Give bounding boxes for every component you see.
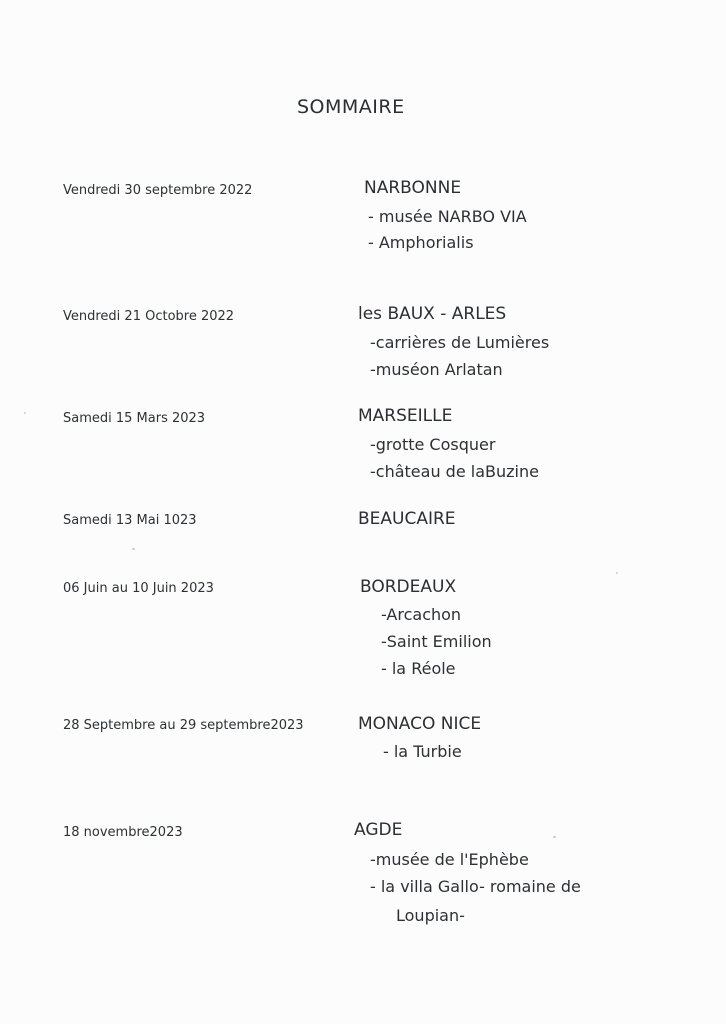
entry-place: MONACO NICE xyxy=(358,714,482,734)
scan-speck xyxy=(553,836,556,838)
entry-item: - la Turbie xyxy=(383,742,462,761)
entry-place: BORDEAUX xyxy=(360,577,457,597)
entry-item: -Arcachon xyxy=(381,605,462,624)
entry-item: -carrières de Lumières xyxy=(370,333,550,352)
entry-date: 18 novembre2023 xyxy=(63,825,183,840)
entry-item: - la Réole xyxy=(381,659,456,678)
entry-date: 28 Septembre au 29 septembre2023 xyxy=(63,718,304,733)
entry-item: -Saint Emilion xyxy=(381,632,492,651)
entry-item: - la villa Gallo- romaine de xyxy=(370,877,581,896)
entry-item: -grotte Cosquer xyxy=(370,435,496,454)
entry-place: AGDE xyxy=(354,820,403,840)
entry-item: -musée de l'Ephèbe xyxy=(370,850,529,869)
scan-speck xyxy=(132,548,135,550)
entry-item: -château de laBuzine xyxy=(370,462,539,481)
entry-date: Vendredi 21 Octobre 2022 xyxy=(63,309,235,324)
page-title: SOMMAIRE xyxy=(297,96,405,118)
entry-date: Samedi 13 Mai 1023 xyxy=(63,513,197,528)
entry-place: NARBONNE xyxy=(364,178,462,198)
scan-speck xyxy=(24,412,26,414)
entry-date: Vendredi 30 septembre 2022 xyxy=(63,183,253,198)
entry-place: MARSEILLE xyxy=(358,406,453,426)
scan-speck xyxy=(616,572,618,574)
entry-item: -muséon Arlatan xyxy=(370,360,503,379)
entry-date: Samedi 15 Mars 2023 xyxy=(63,411,206,426)
entry-date: 06 Juin au 10 Juin 2023 xyxy=(63,581,214,596)
entry-item: - Amphorialis xyxy=(368,233,474,252)
entry-place: les BAUX - ARLES xyxy=(358,304,507,324)
entry-item: Loupian- xyxy=(396,906,465,925)
entry-place: BEAUCAIRE xyxy=(358,509,456,529)
entry-item: - musée NARBO VIA xyxy=(368,207,527,226)
